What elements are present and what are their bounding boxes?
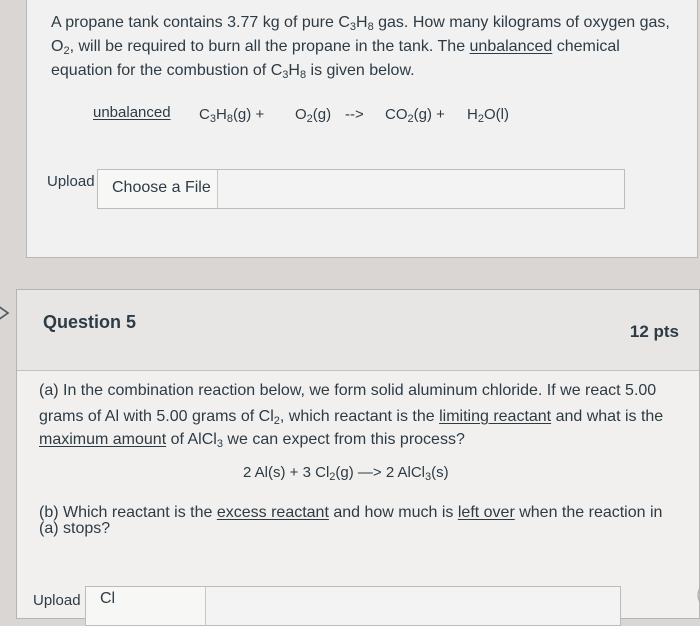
question-4-card [26,0,698,258]
q5-choose-file-button[interactable]: Cl [86,587,206,625]
resize-handle-icon[interactable] [691,582,700,608]
limiting-reactant-link[interactable]: limiting reactant [439,408,552,425]
equation-reactant-2: $O_2(g)$ [295,106,332,125]
q4-prompt-line2: $O_2$, will be required to burn all the propane in the tank. The unbalanced chemical [51,38,620,57]
chevron-right-icon[interactable] [0,304,14,322]
equation-label: unbalanced [93,104,171,121]
question-5-header [17,290,699,371]
equation-arrow: --> [345,106,364,123]
question-title: Question 5 [43,312,137,332]
unbalanced-link[interactable]: unbalanced [469,38,553,55]
question-points: 12 pts [629,322,679,341]
q5-part-a-line2: grams of Al with 5.00 grams of $Cl_2$, which reactant is the limiting reactant and what is the [39,408,664,427]
q5-part-b-line1: (b) Which reactant is the excess reactant and how much is left over when the reaction in [39,504,663,521]
maximum-amount-link[interactable]: maximum amount [39,431,167,448]
equation-product-1: $CO_2(g)$ + [385,106,445,125]
equation-reactant-1: $C_3H_8(g)$ + [199,106,265,125]
q5-part-a-line3: maximum amount of AlCl$_3$ we can expect from this process? [39,431,465,450]
q5-part-b-line2: (a) stops? [39,520,111,537]
question-5-card [16,289,700,619]
q5-file-upload[interactable] [85,586,621,626]
equation-product-2: $H_2O(l)$ [467,106,509,125]
q5-upload-label: Upload [33,592,81,609]
q4-file-upload[interactable] [97,169,625,209]
q4-choose-file-button[interactable]: Choose a File [98,170,218,208]
q5-reaction-equation: 2 Al(s) + 3 $Cl_2(g)$ —> 2 AlCl$_3$(s) [243,464,449,483]
left-over-link[interactable]: left over [457,504,515,521]
q4-upload-label: Upload [47,173,95,190]
q5-part-a-line1: (a) In the combination reaction below, we form solid aluminum chloride. If we react 5.00 [39,382,657,399]
excess-reactant-link[interactable]: excess reactant [216,504,329,521]
q4-prompt-line3: equation for the combustion of $C_3H_8$ is given below. [51,62,415,81]
q4-prompt-line1: A propane tank contains 3.77 kg of pure $C_3H_8$ gas. How many kilograms of oxygen gas, [51,14,670,33]
